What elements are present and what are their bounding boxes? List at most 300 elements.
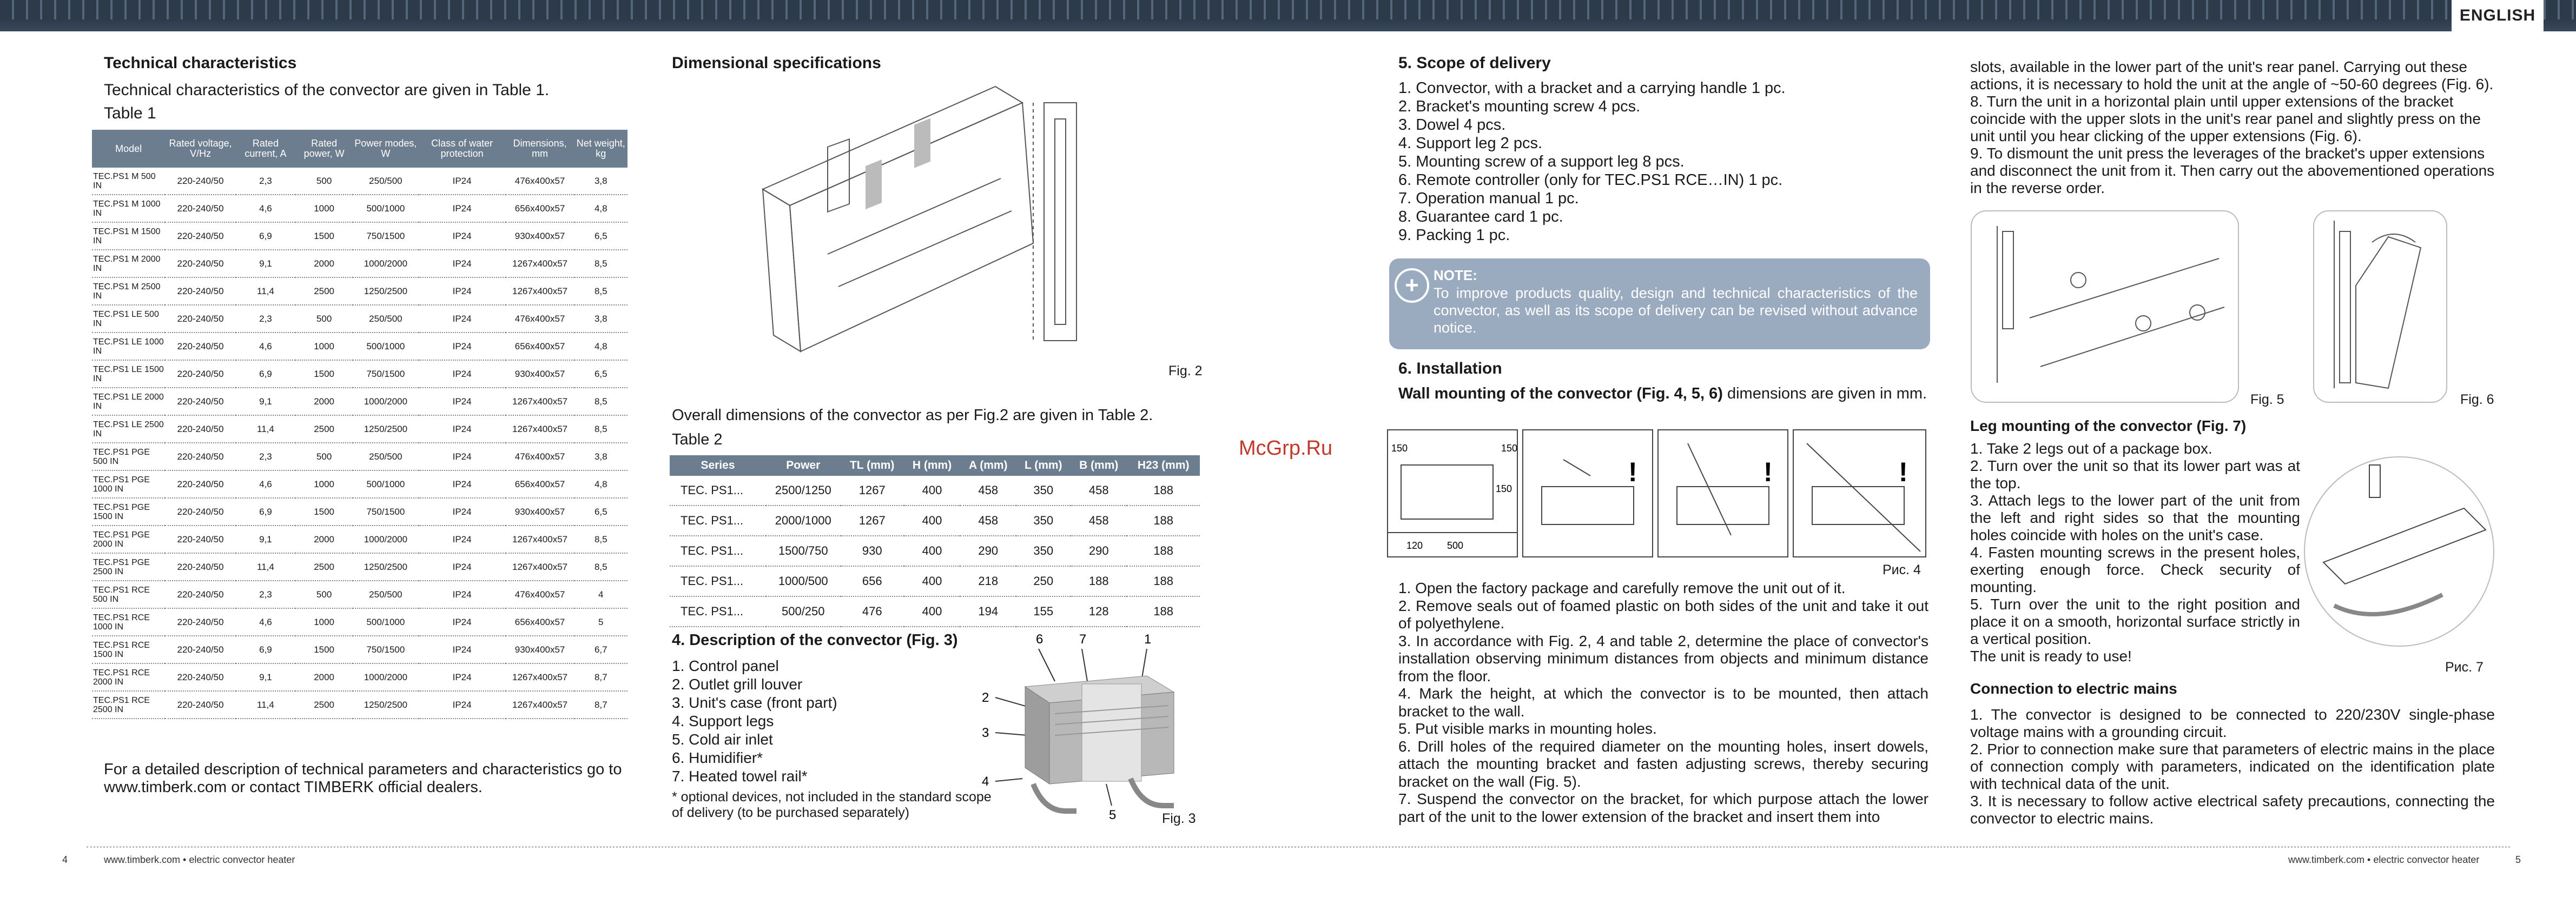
table1-row — [92, 581, 628, 608]
table1-cell: 1267x400x57 — [506, 691, 574, 719]
leg-step: The unit is ready to use! — [1970, 648, 2132, 665]
leg-step: 2. Turn over the unit so that its lower part was at the top. — [1970, 457, 2300, 491]
table1-cell: 2,3 — [236, 168, 295, 195]
table1-cell: 11,4 — [236, 277, 295, 305]
table1-row — [92, 250, 628, 277]
table1-cell: 220-240/50 — [165, 277, 236, 305]
scope-item: 8. Guarantee card 1 pc. — [1398, 208, 1563, 225]
table1-cell: TEC.PS1 PGE 2500 IN — [92, 553, 165, 581]
table2-cell: 2500/1250 — [766, 476, 841, 506]
table1-cell: 2,3 — [236, 581, 295, 608]
table1-cell: TEC.PS1 LE 2500 IN — [92, 415, 165, 443]
table1-cell: 6,5 — [574, 360, 628, 388]
table1-header: Dimensions, mm — [506, 130, 574, 168]
fig5-drawing — [1970, 210, 2241, 404]
table1-cell: 250/500 — [353, 443, 418, 470]
fig5-rail — [2040, 307, 2224, 367]
scope-item: 4. Support leg 2 pcs. — [1398, 135, 1542, 152]
description-note: * optional devices, not included in the standard scope of delivery (to be purchased separately) — [672, 789, 992, 820]
table1-cell: 1267x400x57 — [506, 526, 574, 553]
fig4-drawing — [1385, 427, 1931, 560]
table2-cell: TEC. PS1... — [670, 506, 766, 536]
table1-cell: 750/1500 — [353, 360, 418, 388]
table1-cell: 220-240/50 — [165, 691, 236, 719]
install-step: 1. Open the factory package and carefully remove the unit out of it. — [1398, 580, 1846, 596]
step-8: 8. Turn the unit in a horizontal plain until upper extensions of the bracket coincide with the upper slots in the unit's rear panel and slightly press on the unit until you hear clicking of the upper extensions (Fig. 6). — [1970, 93, 2481, 144]
table2-cell: 656 — [841, 566, 904, 596]
fig3-label: Fig. 3 — [1162, 811, 1196, 826]
table1-cell: 3,8 — [574, 305, 628, 333]
scope-heading: 5. Scope of delivery — [1398, 54, 1551, 72]
fig3-leader — [995, 779, 1022, 781]
fig5-callout-circle — [2071, 273, 2086, 288]
table1-cell: 9,1 — [236, 388, 295, 415]
table1-cell: 220-240/50 — [165, 553, 236, 581]
table1-cell: IP24 — [419, 470, 506, 498]
table1-row — [92, 388, 628, 415]
table1-cell: 8,5 — [574, 526, 628, 553]
table1-cell: 476x400x57 — [506, 581, 574, 608]
table1-row — [92, 526, 628, 553]
table1-cell: TEC.PS1 LE 2000 IN — [92, 388, 165, 415]
table1-cell: 9,1 — [236, 526, 295, 553]
fig2-slot — [914, 118, 930, 168]
table1-cell: 8,5 — [574, 388, 628, 415]
fig2-side-view — [1044, 103, 1076, 341]
mains-list — [1970, 706, 2495, 827]
table1-cell: 500/1000 — [353, 333, 418, 360]
leg-step: 4. Fasten mounting screws in the present holes, exerting enough force. Check security of mounting. — [1970, 544, 2300, 595]
table2-header: H (mm) — [904, 455, 960, 476]
table2-cell: 458 — [960, 506, 1016, 536]
fig4-dim: 500 — [1447, 540, 1464, 551]
footer-right-text: www.timberk.com • electric convector heater — [2288, 854, 2480, 865]
table2-cell: 128 — [1071, 596, 1127, 627]
table2-header: Series — [670, 455, 766, 476]
table2-cell: 1267 — [841, 476, 904, 506]
table1-cell: 9,1 — [236, 250, 295, 277]
table1-cell: 6,9 — [236, 498, 295, 526]
fig4-dim: 120 — [1406, 540, 1423, 551]
fig4-label: Рис. 4 — [1883, 562, 1921, 577]
table1-row — [92, 333, 628, 360]
table1-cell: 4,6 — [236, 333, 295, 360]
install-step: 2. Remove seals out of foamed plastic on both sides of the unit and take it out of polyethylene. — [1398, 597, 1928, 632]
table1-cell: 500 — [295, 581, 353, 608]
fig2-label: Fig. 2 — [1168, 363, 1203, 378]
table2-cell: 458 — [1071, 476, 1127, 506]
table1-cell: 4,6 — [236, 470, 295, 498]
tech-heading: Technical characteristics — [104, 54, 297, 72]
install-steps — [1398, 580, 1928, 826]
top-bar-bottom — [0, 19, 2576, 31]
table2-cell: 188 — [1127, 566, 1200, 596]
table2-cell: 1000/500 — [766, 566, 841, 596]
table1-cell: 220-240/50 — [165, 470, 236, 498]
table1-cell: 656x400x57 — [506, 333, 574, 360]
leg-heading: Leg mounting of the convector (Fig. 7) — [1970, 417, 2247, 434]
table1-cell: 1500 — [295, 636, 353, 663]
table1-cell: 2500 — [295, 415, 353, 443]
table1-cell: 1000 — [295, 470, 353, 498]
fig2-top-face — [763, 87, 1022, 205]
scope-item: 7. Operation manual 1 pc. — [1398, 190, 1579, 207]
table1-row — [92, 360, 628, 388]
table1-cell: 220-240/50 — [165, 195, 236, 222]
footer-left-text: www.timberk.com • electric convector heater — [104, 854, 295, 865]
leg-step: 1. Take 2 legs out of a package box. — [1970, 440, 2212, 457]
table1-cell: 250/500 — [353, 305, 418, 333]
fig4-dim: 150 — [1496, 483, 1512, 494]
table1-cell: IP24 — [419, 553, 506, 581]
warning-icon: ! — [1763, 457, 1773, 487]
table1-cell: TEC.PS1 PGE 2000 IN — [92, 526, 165, 553]
table1-cell: 2500 — [295, 691, 353, 719]
fig3-callout: 2 — [982, 690, 989, 705]
table1-cell: 500 — [295, 305, 353, 333]
table1-cell: 500/1000 — [353, 470, 418, 498]
fig5-callout-circle — [2136, 316, 2151, 331]
table1-cell: IP24 — [419, 636, 506, 663]
footer-note: For a detailed description of technical parameters and characteristics go to www.timberk.com or contact TIMBERK official dealers. — [104, 761, 622, 796]
table1-cell: 4 — [574, 581, 628, 608]
install-step: 6. Drill holes of the required diameter on the mounting holes, insert dowels, attach the mounting bracket and fasten adjusting screws, thereby securing bracket on the wall (Fig. 5). — [1398, 737, 1928, 790]
wall-heading — [1398, 385, 1928, 403]
table1-cell: 656x400x57 — [506, 608, 574, 636]
install-step: 3. In accordance with Fig. 2, 4 and table 2, determine the place of convector's installation observing minimum distances from objects and minimum distance from the floor. — [1398, 632, 1928, 685]
scope-item: 2. Bracket's mounting screw 4 pcs. — [1398, 98, 1641, 115]
fig2-slot — [866, 160, 882, 209]
table1-cell: IP24 — [419, 443, 506, 470]
table2-header: L (mm) — [1016, 455, 1071, 476]
fig5-frame — [1971, 211, 2238, 402]
table1-cell: IP24 — [419, 222, 506, 250]
table1-row — [92, 277, 628, 305]
table1-cell: 750/1500 — [353, 498, 418, 526]
mains-item: 2. Prior to connection make sure that parameters of electric mains in the place of connection comply with parameters, indicated on the identification plate with technical data of the unit. — [1970, 741, 2495, 792]
table1-cell: 11,4 — [236, 691, 295, 719]
table1-cell: 6,9 — [236, 222, 295, 250]
table2-header: TL (mm) — [841, 455, 904, 476]
table2-header: Power — [766, 455, 841, 476]
fig2-side-face — [763, 189, 801, 351]
table1-cell: IP24 — [419, 250, 506, 277]
table1-cell: 2000 — [295, 388, 353, 415]
table1-cell: TEC.PS1 LE 1500 IN — [92, 360, 165, 388]
table1-cell: TEC.PS1 LE 1000 IN — [92, 333, 165, 360]
table2-header: B (mm) — [1071, 455, 1127, 476]
table2-cell: 194 — [960, 596, 1016, 627]
table2-cell: 188 — [1071, 566, 1127, 596]
table2-cell: 188 — [1127, 596, 1200, 627]
description-heading: 4. Description of the convector (Fig. 3) — [672, 632, 958, 649]
table1-header: Class of water protection — [419, 130, 506, 168]
table1-cell: 9,1 — [236, 663, 295, 691]
table2-header: H23 (mm) — [1127, 455, 1200, 476]
fig4-dim: 150 — [1391, 443, 1408, 454]
scope-list — [1398, 79, 1928, 244]
table1-cell: 4,6 — [236, 608, 295, 636]
table2-cell: 188 — [1127, 506, 1200, 536]
table2-cell: 155 — [1016, 596, 1071, 627]
scope-item: 5. Mounting screw of a support leg 8 pcs. — [1398, 153, 1685, 170]
table1-row — [92, 168, 628, 195]
table1-cell: 4,8 — [574, 195, 628, 222]
table1-cell: 1267x400x57 — [506, 277, 574, 305]
table1-cell: 8,7 — [574, 691, 628, 719]
table2-cell: 400 — [904, 506, 960, 536]
table1-cell: 500/1000 — [353, 195, 418, 222]
description-item: 1. Control panel — [672, 657, 779, 674]
table1-cell: 220-240/50 — [165, 250, 236, 277]
table1-cell: 4,8 — [574, 470, 628, 498]
table1-cell: IP24 — [419, 663, 506, 691]
table1-header: Net weight, kg — [574, 130, 628, 168]
table1-row — [92, 305, 628, 333]
description-item: 4. Support legs — [672, 713, 774, 729]
scope-item: 1. Convector, with a bracket and a carrying handle 1 pc. — [1398, 79, 1786, 97]
table1-cell: TEC.PS1 PGE 500 IN — [92, 443, 165, 470]
table1-cell: 8,7 — [574, 663, 628, 691]
table1-header: Power modes, W — [353, 130, 418, 168]
table1-cell: 220-240/50 — [165, 608, 236, 636]
table1-cell: 3,8 — [574, 443, 628, 470]
table2-cell: 400 — [904, 476, 960, 506]
note-box — [1389, 258, 1930, 349]
leg-step: 5. Turn over the unit to the right position and place it on a smooth, horizontal surface strictly in a vertical position. — [1970, 596, 2300, 647]
install-step: 7. Suspend the convector on the bracket, for which purpose attach the lower part of the unit to the lower extension of the bracket and insert them into — [1398, 790, 1928, 825]
table2-cell: 290 — [960, 536, 1016, 566]
table1-cell: 1250/2500 — [353, 553, 418, 581]
fig6-drawing — [2313, 210, 2448, 404]
fig3-leg — [1131, 779, 1174, 806]
table1-cell: 930x400x57 — [506, 222, 574, 250]
fig3-leader — [1082, 649, 1087, 681]
table1-cell: IP24 — [419, 608, 506, 636]
table1-cell: 2,3 — [236, 443, 295, 470]
table1-row — [92, 415, 628, 443]
table1-cell: 1267x400x57 — [506, 553, 574, 581]
note-title: NOTE: — [1434, 267, 1477, 283]
table2-cell: 500/250 — [766, 596, 841, 627]
fig4-line — [1563, 460, 1590, 476]
fig3-callout: 3 — [982, 726, 989, 740]
table1-cell: TEC.PS1 RCE 2000 IN — [92, 663, 165, 691]
table1-cell: 1267x400x57 — [506, 415, 574, 443]
table1-row — [92, 195, 628, 222]
table1-cell: IP24 — [419, 388, 506, 415]
fig3-leader — [995, 733, 1028, 735]
fig3-callout: 5 — [1109, 808, 1117, 822]
table1-cell: 1000/2000 — [353, 526, 418, 553]
table1-cell: 220-240/50 — [165, 333, 236, 360]
fig5-bracket — [2003, 231, 2013, 329]
fig2-drawing — [741, 70, 1120, 373]
table2-row — [670, 476, 1200, 506]
table1-header: Rated power, W — [295, 130, 353, 168]
note-text: To improve products quality, design and technical characteristics of the convector, as well as its scope of delivery can be revised without advance notice. — [1434, 285, 1918, 336]
table1-row — [92, 663, 628, 691]
table2-cell: TEC. PS1... — [670, 566, 766, 596]
table1-cell: 220-240/50 — [165, 498, 236, 526]
table1-cell: IP24 — [419, 195, 506, 222]
table1-cell: 750/1500 — [353, 222, 418, 250]
table1-cell: 8,5 — [574, 415, 628, 443]
table1-cell: 1000 — [295, 333, 353, 360]
table2-cell: 218 — [960, 566, 1016, 596]
plus-icon: + — [1395, 268, 1429, 303]
table1-cell: 2000 — [295, 250, 353, 277]
table1-row — [92, 608, 628, 636]
table1-cell: TEC.PS1 RCE 1000 IN — [92, 608, 165, 636]
table1-cell: 220-240/50 — [165, 581, 236, 608]
description-item: 6. Humidifier* — [672, 749, 763, 766]
table2-row — [670, 566, 1200, 596]
table1-cell: 1267x400x57 — [506, 250, 574, 277]
table2-cell: 350 — [1016, 476, 1071, 506]
table1-cell: 6,9 — [236, 360, 295, 388]
footer-divider — [87, 846, 2510, 848]
table1-cell: 476x400x57 — [506, 305, 574, 333]
fig4-dim: 150 — [1501, 443, 1518, 454]
table1-cell: TEC.PS1 RCE 1500 IN — [92, 636, 165, 663]
table1-cell: 220-240/50 — [165, 636, 236, 663]
table1-cell: 2000 — [295, 526, 353, 553]
table1-cell: 4,6 — [236, 195, 295, 222]
table2-cell: 1500/750 — [766, 536, 841, 566]
table1-cell: 1250/2500 — [353, 691, 418, 719]
table1-cell: IP24 — [419, 305, 506, 333]
fig6-frame — [2314, 211, 2447, 402]
table1-label: Table 1 — [104, 104, 156, 122]
table1-row — [92, 470, 628, 498]
table2 — [670, 455, 1200, 627]
table1-cell: TEC.PS1 LE 500 IN — [92, 305, 165, 333]
table1-cell: 1000 — [295, 195, 353, 222]
scope-item: 3. Dowel 4 pcs. — [1398, 116, 1506, 134]
table1-cell: IP24 — [419, 360, 506, 388]
mains-item: 3. It is necessary to follow active electrical safety precautions, connecting the convector to electric mains. — [1970, 793, 2495, 827]
watermark: McGrp.Ru — [1239, 437, 1333, 460]
table1-cell: 476x400x57 — [506, 168, 574, 195]
table2-cell: TEC. PS1... — [670, 536, 766, 566]
table2-header: A (mm) — [960, 455, 1016, 476]
scope-item: 9. Packing 1 pc. — [1398, 227, 1510, 244]
table2-cell: TEC. PS1... — [670, 596, 766, 627]
fig5-callout-circle — [2190, 305, 2205, 320]
table1-cell: IP24 — [419, 168, 506, 195]
table1-cell: 220-240/50 — [165, 168, 236, 195]
fig2-panel — [828, 139, 849, 212]
table1-cell: TEC.PS1 M 1000 IN — [92, 195, 165, 222]
fig7-drawing — [2302, 443, 2496, 660]
table1-cell: 2000 — [295, 663, 353, 691]
table2-cell: 476 — [841, 596, 904, 627]
table2-cell: 930 — [841, 536, 904, 566]
table1-cell: 1500 — [295, 498, 353, 526]
fig3-leg — [1033, 784, 1076, 811]
table1-cell: 1250/2500 — [353, 415, 418, 443]
fig7-frame — [2304, 457, 2494, 646]
table1-cell: 1500 — [295, 222, 353, 250]
table2-label: Table 2 — [672, 431, 723, 448]
table1-cell: 220-240/50 — [165, 415, 236, 443]
table1-cell: 220-240/50 — [165, 360, 236, 388]
install-step: 5. Put visible marks in mounting holes. — [1398, 720, 1657, 737]
table1-cell: 6,5 — [574, 498, 628, 526]
table2-cell: 350 — [1016, 536, 1071, 566]
table1-cell: 8,5 — [574, 250, 628, 277]
table1-cell: TEC.PS1 PGE 1000 IN — [92, 470, 165, 498]
leg-step: 3. Attach legs to the lower part of the unit from the left and right sides so that the mounting holes coincide with holes on the unit's case. — [1970, 492, 2300, 543]
table1-row — [92, 498, 628, 526]
table2-cell: 290 — [1071, 536, 1127, 566]
page-number-left: 4 — [62, 854, 68, 865]
table1-cell: 11,4 — [236, 553, 295, 581]
description-item: 7. Heated towel rail* — [672, 768, 808, 785]
table1-row — [92, 443, 628, 470]
table2-intro: Overall dimensions of the convector as per Fig.2 are given in Table 2. — [672, 407, 1153, 424]
fig2-line — [828, 178, 1001, 254]
wall-heading-bold: Wall mounting of the convector (Fig. 4, 5, 6) — [1398, 385, 1723, 402]
fig2-line — [838, 211, 1012, 287]
table2-cell: 350 — [1016, 506, 1071, 536]
table1-cell: 220-240/50 — [165, 388, 236, 415]
scope-item: 6. Remote controller (only for TEC.PS1 RCE…IN) 1 pc. — [1398, 171, 1783, 189]
fig6-heater — [2356, 237, 2421, 388]
table1-cell: 4,8 — [574, 333, 628, 360]
fig3-drawing — [974, 622, 1212, 833]
fig4-heater — [1401, 465, 1493, 519]
table1-cell: 6,7 — [574, 636, 628, 663]
step-9: 9. To dismount the unit press the leverages of the bracket's upper extensions and disconnect the unit from it. Then carry out the abovementioned operations in the reverse order. — [1970, 145, 2495, 196]
table2-cell: TEC. PS1... — [670, 476, 766, 506]
table1-cell: 3,8 — [574, 168, 628, 195]
table1-cell: 6,5 — [574, 222, 628, 250]
language-label: ENGLISH — [2452, 0, 2544, 31]
table1-cell: IP24 — [419, 498, 506, 526]
fig3-side — [1025, 687, 1049, 784]
table1-cell: TEC.PS1 M 2500 IN — [92, 277, 165, 305]
table2-cell: 458 — [1071, 506, 1127, 536]
table1-cell: TEC.PS1 M 500 IN — [92, 168, 165, 195]
fig2-side-inner — [1055, 119, 1066, 324]
table1-cell: 250/500 — [353, 168, 418, 195]
table1-cell: IP24 — [419, 333, 506, 360]
leg-steps — [1970, 440, 2300, 665]
fig7-label: Рис. 7 — [2445, 660, 2483, 675]
table1-cell: 6,9 — [236, 636, 295, 663]
table1-cell: 5 — [574, 608, 628, 636]
table1-cell: IP24 — [419, 277, 506, 305]
table1-header: Rated current, A — [236, 130, 295, 168]
fig6-label: Fig. 6 — [2460, 392, 2494, 407]
fig4-heater — [1542, 487, 1634, 524]
fig4-line — [1688, 443, 1731, 535]
table2-cell: 188 — [1127, 536, 1200, 566]
table1-cell: 500 — [295, 443, 353, 470]
table1-cell: IP24 — [419, 526, 506, 553]
table1-row — [92, 553, 628, 581]
mains-heading: Connection to electric mains — [1970, 680, 2177, 697]
continued-text — [1970, 58, 2495, 197]
dimensional-heading: Dimensional specifications — [672, 54, 881, 72]
table1-cell: 656x400x57 — [506, 470, 574, 498]
warning-icon: ! — [1899, 457, 1908, 487]
page-number-right: 5 — [2515, 854, 2521, 865]
tech-intro: Technical characteristics of the convector are given in Table 1. — [104, 81, 550, 99]
table2-row — [670, 536, 1200, 566]
